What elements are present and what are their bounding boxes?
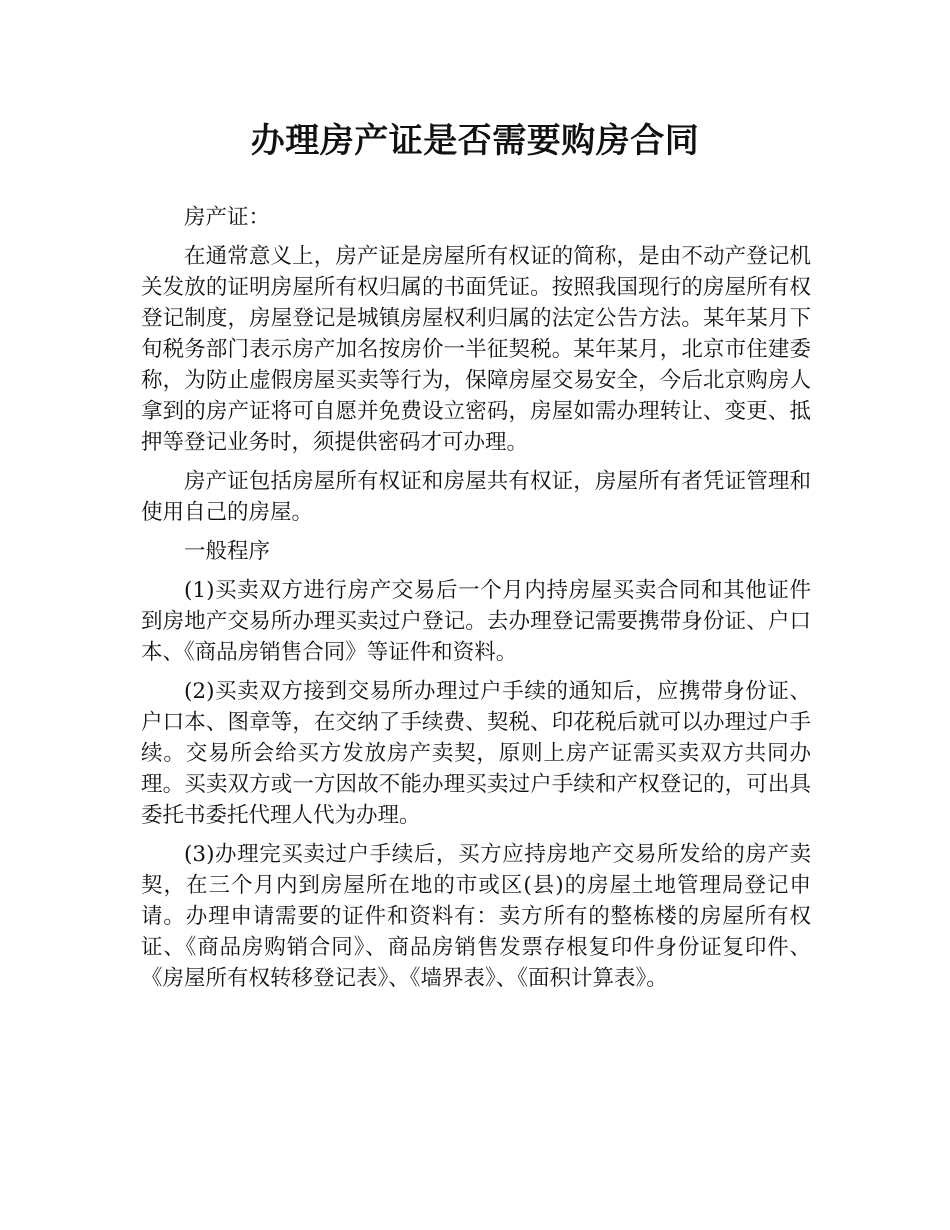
paragraph-step-1: (1)买卖双方进行房产交易后一个月内持房屋买卖合同和其他证件到房地产交易所办理买卖过户登记。去办理登记需要携带身份证、户口本、《商品房销售合同》等证件和资料。 [141,578,811,665]
paragraph-step-2: (2)买卖双方接到交易所办理过户手续的通知后，应携带身份证、户口本、图章等，在交纳了手续费、契税、印花税后就可以办理过户手续。交易所会给买方发放房产卖契，原则上房产证需买卖双方共同办理。买卖双方或一方因故不能办理买卖过户手续和产权登记的，可出具委托书委托代理人代为办理。 [141,679,811,828]
paragraph-definition: 在通常意义上，房产证是房屋所有权证的简称，是由不动产登记机关发放的证明房屋所有权归属的书面凭证。按照我国现行的房屋所有权登记制度，房屋登记是城镇房屋权利归属的法定公告方法。某年某月下旬税务部门表示房产加名按房价一半征契税。某年某月，北京市住建委称，为防止虚假房屋买卖等行为，保障房屋交易安全，今后北京购房人拿到的房产证将可自愿并免费设立密码，房屋如需办理转让、变更、抵押等登记业务时，须提供密码才可办理。 [141,244,811,455]
paragraph-heading-certificate: 房产证： [184,205,271,230]
paragraph-step-3: (3)办理完买卖过户手续后，买方应持房地产交易所发给的房产卖契，在三个月内到房屋所在地的市或区(县)的房屋土地管理局登记申请。办理申请需要的证件和资料有：卖方所有的整栋楼的房屋所有权证、《商品房购销合同》、商品房销售发票存根复印件身份证复印件、《房屋所有权转移登记表》、《墙界表》、《面积计算表》。 [141,842,811,991]
paragraph-certificate-types: 房产证包括房屋所有权证和房屋共有权证，房屋所有者凭证管理和使用自己的房屋。 [141,469,811,525]
paragraph-heading-procedure: 一般程序 [184,539,271,564]
document-body [141,202,811,1002]
document-title: 办理房产证是否需要购房合同 [250,121,700,161]
